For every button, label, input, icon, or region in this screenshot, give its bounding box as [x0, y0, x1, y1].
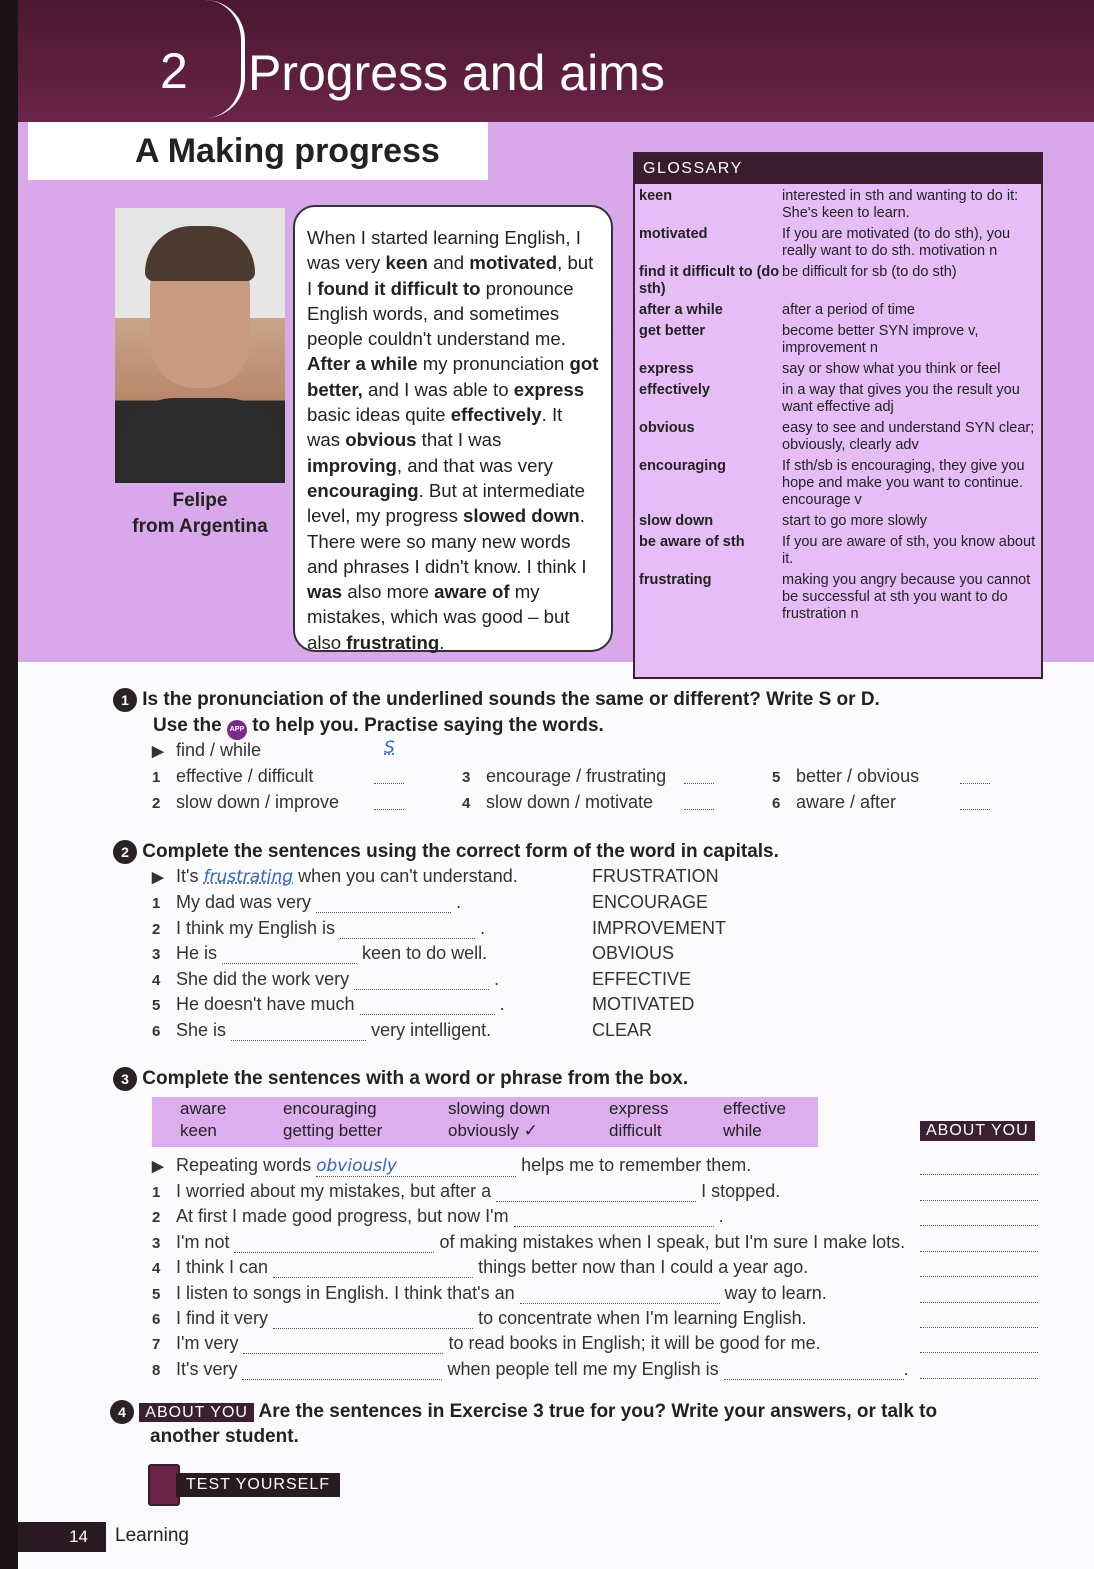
example-answer: S [384, 738, 395, 758]
sentence-start: I worried about my mistakes, but after a [176, 1181, 492, 1201]
ex2-item [152, 969, 752, 990]
sentence-end: . [456, 892, 462, 912]
about-you-blank[interactable] [920, 1335, 1038, 1353]
item-number: 5 [772, 769, 781, 786]
exercise-number: 3 [113, 1067, 137, 1091]
capital-word: FRUSTRATION [592, 866, 719, 886]
box-word: difficult [609, 1121, 662, 1140]
story-text: . There were so many new words and phrases I didn't know. I think I [307, 505, 587, 577]
ex3-item [152, 1232, 912, 1253]
glossary-entry [635, 188, 1041, 222]
story-text: was [307, 581, 343, 603]
ex2-item [152, 918, 752, 939]
ex1-instruction-2b: to help you. Practise saying the words. [252, 715, 604, 736]
box-word: obviously ✓ [448, 1121, 538, 1140]
box-word: getting better [283, 1121, 383, 1140]
item-words: better / obvious [796, 766, 920, 786]
answer-blank[interactable] [496, 1184, 696, 1202]
ex1-item [152, 792, 339, 813]
item-number: 6 [152, 1023, 161, 1040]
ex3-item [152, 1181, 912, 1202]
glossary-term: frustrating [639, 572, 712, 588]
glossary-entry [635, 458, 1041, 509]
sentence-start: I think I can [176, 1257, 269, 1278]
sentence-end: way to learn. [724, 1282, 827, 1303]
item-words: aware / after [796, 792, 897, 812]
capital-word: EFFECTIVE [592, 968, 692, 989]
about-you-blank[interactable] [920, 1183, 1038, 1201]
glossary-definition: start to go more slowly [782, 513, 928, 529]
capital-word: IMPROVEMENT [592, 917, 727, 938]
ex3-example: ▶ Repeating words obviously helps me to remember them. [152, 1155, 752, 1176]
exercise-number: 4 [110, 1400, 134, 1424]
story-text: keen [385, 252, 428, 274]
answer-blank[interactable] [514, 1209, 714, 1227]
story-text: obvious [345, 429, 417, 451]
ex2-instruction: Complete the sentences using the correct form of the word in capitals. [142, 841, 779, 862]
story-text: express [513, 378, 585, 400]
story-text: that I was [416, 429, 502, 451]
ex3-item [152, 1333, 912, 1354]
person-name: Felipe [172, 490, 228, 511]
app-icon: APP [227, 720, 247, 740]
item-number: 4 [152, 1260, 161, 1278]
sentence-end: . [718, 1206, 724, 1227]
item-number: 4 [462, 795, 471, 812]
answer-blank[interactable] [222, 946, 357, 964]
glossary [633, 152, 1043, 679]
answer-blank[interactable] [684, 766, 714, 784]
sentence-end: things better now than I could a year ago. [478, 1257, 809, 1278]
example-words: find / while [176, 740, 262, 760]
sentence-start: I think my English is [176, 917, 336, 938]
sentence-end: . [499, 994, 505, 1015]
about-you-tag: ABOUT YOU [139, 1403, 254, 1422]
story-text: found it difficult to [317, 277, 481, 299]
glossary-entry [635, 572, 1041, 623]
item-number: 7 [152, 1336, 161, 1354]
glossary-term: be aware of sth [639, 534, 745, 550]
sentence-end: very intelligent. [371, 1020, 492, 1040]
sentence-start: I'm not [176, 1231, 230, 1252]
glossary-definition: after a period of time [782, 302, 915, 318]
ex3-item [152, 1206, 912, 1227]
glossary-term: encouraging [639, 458, 727, 474]
about-you-blank[interactable] [920, 1259, 1038, 1277]
story-text: also more [342, 581, 435, 603]
item-number: 8 [152, 1361, 161, 1379]
item-number: 2 [152, 1209, 161, 1227]
story-text: When I started learning English, I was very [307, 227, 581, 274]
story-text: , but I [307, 252, 594, 299]
glossary-definition: If you are aware of sth, you know about it. [782, 534, 1036, 567]
glossary-entry [635, 323, 1041, 357]
glossary-definition: If sth/sb is encouraging, they give you hope and make you want to continue. encourage v [782, 458, 1025, 508]
sentence-end: to concentrate when I'm learning English. [478, 1308, 807, 1328]
glossary-definition: in a way that gives you the result you want effective adj [782, 382, 1020, 415]
page-edge [0, 0, 18, 1569]
item-number: 3 [152, 946, 161, 964]
ex3-item [152, 1308, 912, 1329]
exercise-number: 2 [113, 840, 137, 864]
ex1-instruction-2a: Use the [153, 715, 222, 736]
sentence-start: He is [176, 943, 218, 964]
story-text: aware of [434, 581, 510, 603]
sentence-end: when people tell me my English is [447, 1358, 719, 1379]
ex3-instruction: Complete the sentences with a word or phrase from the box. [142, 1068, 689, 1089]
item-number: 2 [152, 795, 161, 812]
item-number: 6 [772, 795, 781, 812]
ex1-item [772, 766, 919, 787]
example-after: helps me to remember them. [521, 1155, 752, 1175]
sentence-start: I listen to songs in English. I think that's an [176, 1282, 515, 1303]
story-text: and [427, 252, 470, 274]
about-you-blank[interactable] [920, 1361, 1038, 1379]
exercise-3-heading [113, 1067, 688, 1091]
item-words: slow down / motivate [486, 792, 654, 812]
sentence-start: I find it very [176, 1308, 269, 1328]
felipe-photo [115, 208, 285, 483]
about-you-blank[interactable] [920, 1234, 1038, 1252]
story-text: improving [307, 454, 397, 476]
ex1-instruction: Is the pronunciation of the underlined sounds the same or different? Write S or D. [142, 689, 880, 710]
ex1-item [152, 766, 313, 787]
story-text: . But at intermediate level, my progress [307, 479, 585, 527]
about-you-blank[interactable] [920, 1310, 1038, 1328]
glossary-definition: easy to see and understand SYN clear; obviously, clearly adv [782, 420, 1035, 453]
glossary-entry [635, 534, 1041, 568]
item-number: 6 [152, 1311, 161, 1328]
glossary-term: slow down [639, 513, 714, 529]
answer-blank[interactable] [316, 895, 451, 913]
story-text: effectively [450, 404, 542, 426]
example-before: It's [176, 866, 199, 886]
item-number: 3 [152, 1234, 161, 1252]
exercise-4-heading [110, 1400, 937, 1424]
sentence-start: My dad was very [176, 892, 312, 912]
box-word: slowing down [448, 1099, 551, 1118]
speech-bubble [293, 205, 613, 652]
glossary-term: get better [639, 323, 706, 339]
story-text: motivated [469, 252, 558, 274]
exercise-number: 1 [113, 688, 137, 712]
box-word: aware [180, 1099, 227, 1118]
answer-blank[interactable] [273, 1260, 473, 1278]
answer-blank[interactable] [234, 1235, 434, 1253]
answer-blank[interactable] [684, 792, 714, 810]
glossary-entry [635, 302, 1041, 319]
item-words: slow down / improve [176, 792, 340, 812]
box-word: express [609, 1099, 669, 1118]
item-number: 1 [152, 1184, 161, 1201]
answer-blank[interactable] [960, 792, 990, 810]
box-word: effective [723, 1099, 787, 1118]
glossary-entry [635, 513, 1041, 530]
sentence-end: of making mistakes when I speak, but I'm sure I make lots. [439, 1231, 906, 1252]
ex3-item [152, 1359, 912, 1380]
chapter-title: Progress and aims [248, 45, 665, 101]
word-box [152, 1097, 818, 1147]
story-text: After a while [307, 353, 418, 375]
glossary-term: find it difficult to (do sth) [639, 264, 780, 297]
ex2-item [152, 892, 752, 913]
box-word: while [723, 1121, 762, 1140]
story-text: , and that was very [396, 454, 553, 476]
item-number: 5 [152, 997, 161, 1015]
box-word: encouraging [283, 1099, 377, 1118]
exercise-2-heading [113, 840, 779, 864]
test-yourself-button[interactable] [148, 1464, 340, 1506]
story-text: my pronunciation [417, 353, 570, 375]
glossary-entry [635, 264, 1041, 298]
glossary-definition: be difficult for sb (to do sth) [782, 264, 957, 280]
example-answer: obviously [316, 1156, 516, 1177]
sentence-start: He doesn't have much [176, 994, 355, 1015]
sentence-end: . [480, 917, 486, 938]
glossary-term: motivated [639, 226, 708, 242]
about-you-blank[interactable] [920, 1208, 1038, 1226]
example-after: when you can't understand. [298, 866, 518, 886]
capital-word: ENCOURAGE [592, 892, 709, 912]
story-text: my mistakes, which was good – but also [307, 581, 570, 653]
story-text: encouraging [307, 479, 419, 501]
example-before: Repeating words [176, 1155, 312, 1175]
photo-caption [115, 488, 285, 540]
story-text: slowed down [463, 505, 580, 527]
ex1-example: ▶ find / while S [152, 738, 395, 760]
answer-blank[interactable] [374, 792, 404, 810]
answer-blank[interactable] [520, 1286, 720, 1304]
item-number: 5 [152, 1285, 161, 1303]
ex4-instruction: Are the sentences in Exercise 3 true for you? Write your answers, or talk to [258, 1401, 938, 1422]
item-number: 1 [152, 895, 161, 912]
chapter-number: 2 [160, 43, 188, 99]
footer-label: Learning [115, 1525, 189, 1546]
sentence-start: At first I made good progress, but now I'm [176, 1206, 509, 1227]
page-number: 14 [18, 1522, 106, 1552]
glossary-entry [635, 420, 1041, 454]
glossary-entry [635, 382, 1041, 416]
person-origin: from Argentina [132, 516, 268, 537]
about-you-blank[interactable] [920, 1157, 1038, 1175]
sentence-end: to read books in English; it will be good for me. [448, 1333, 821, 1354]
answer-blank[interactable] [724, 1362, 904, 1380]
answer-blank[interactable] [354, 972, 489, 990]
ex3-item [152, 1257, 912, 1278]
glossary-definition: making you angry because you cannot be successful at sth you want to do frustration n [782, 572, 1031, 622]
glossary-title: GLOSSARY [635, 154, 1041, 184]
sentence-end: . [903, 1358, 909, 1379]
ex4-instruction-cont: another student. [150, 1426, 299, 1447]
item-words: effective / difficult [176, 766, 314, 786]
ex1-item [772, 792, 896, 813]
glossary-definition: say or show what you think or feel [782, 361, 1001, 377]
test-yourself-label: TEST YOURSELF [176, 1473, 340, 1497]
glossary-entry [635, 226, 1041, 260]
box-word: keen [180, 1121, 217, 1140]
ex1-item [462, 792, 653, 813]
ex2-item [152, 994, 752, 1015]
sentence-end: keen to do well. [362, 943, 488, 964]
answer-blank[interactable] [242, 1362, 442, 1380]
story-text: frustrating [346, 631, 440, 653]
item-number: 3 [462, 769, 471, 786]
example-answer: frustrating [203, 867, 294, 887]
story-text: and I was able to [362, 378, 514, 400]
ex2-item [152, 1020, 752, 1041]
story-text: . [439, 631, 445, 653]
glossary-term: express [639, 361, 694, 377]
glossary-term: after a while [639, 302, 723, 318]
ex3-item [152, 1283, 912, 1304]
about-you-label: ABOUT YOU [920, 1121, 1035, 1141]
glossary-term: keen [639, 188, 673, 204]
glossary-definition: interested in sth and wanting to do it: She's keen to learn. [782, 188, 1019, 221]
sentence-start: She is [176, 1020, 227, 1040]
section-title: A Making progress [135, 132, 440, 170]
glossary-definition: If you are motivated (to do sth), you really want to do sth. motivation n [782, 226, 1011, 259]
answer-blank[interactable] [273, 1311, 473, 1329]
sentence-start: It's very [176, 1358, 238, 1379]
glossary-term: effectively [639, 382, 710, 398]
capital-word: MOTIVATED [592, 994, 695, 1015]
glossary-entry [635, 361, 1041, 378]
sentence-start: She did the work very [176, 968, 350, 989]
glossary-definition: become better SYN improve v, improvement n [782, 323, 979, 356]
item-words: encourage / frustrating [486, 766, 667, 786]
answer-blank[interactable] [960, 766, 990, 784]
story-text: . It was [307, 404, 563, 451]
about-you-blank[interactable] [920, 1285, 1038, 1303]
story-text: pronounce English words, and sometimes people couldn't understand me. [307, 277, 574, 350]
sentence-end: . [494, 968, 500, 989]
item-number: 1 [152, 769, 161, 786]
answer-blank[interactable] [231, 1023, 366, 1041]
item-number: 4 [152, 971, 161, 989]
ex2-item [152, 943, 752, 964]
glossary-term: obvious [639, 420, 695, 436]
ex1-item [462, 766, 666, 787]
answer-blank[interactable] [340, 921, 475, 939]
item-number: 2 [152, 920, 161, 938]
story-text: got better, [307, 353, 599, 400]
sentence-start: I'm very [176, 1333, 239, 1354]
exercise-1 [113, 688, 880, 740]
story-text: basic ideas quite [307, 404, 451, 426]
answer-blank[interactable] [374, 766, 404, 784]
answer-blank[interactable] [243, 1336, 443, 1354]
sentence-end: I stopped. [701, 1181, 781, 1201]
answer-blank[interactable] [360, 997, 495, 1015]
ex2-example: ▶ It's frustrating when you can't understand. FRUSTRATION [152, 866, 719, 887]
capital-word: OBVIOUS [592, 943, 675, 964]
capital-word: CLEAR [592, 1020, 653, 1040]
